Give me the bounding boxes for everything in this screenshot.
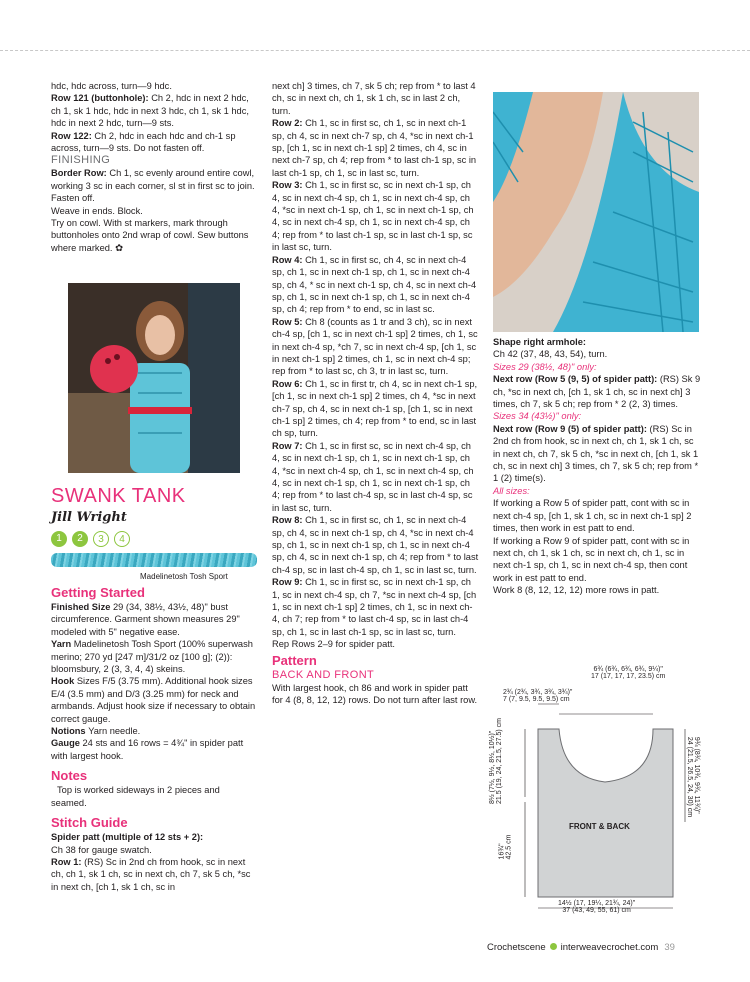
getting-started-para: Yarn Madelinetosh Tosh Sport (100% superwash merino; 270 yd [247 m]/31/2 oz [100 g]; (2)): bloomsbury, 2 (3, 3, 4, 4) skeins. bbox=[51, 639, 253, 675]
column-2 bbox=[272, 80, 480, 707]
notes-heading: Notes bbox=[51, 768, 88, 784]
column-1 bbox=[51, 80, 257, 254]
dim-armhole: 8½ (7½, 9½, 8½, 10½)" 21.5 (19, 24, 21.5, 27.5) cm bbox=[489, 718, 503, 804]
getting-started-para: Gauge 24 sts and 16 rows = 4¾" in spider patt with largest hook. bbox=[51, 738, 244, 761]
page-number: 39 bbox=[664, 942, 675, 953]
col2-para: Row 7: Ch 1, sc in first sc, sc in next ch-4 sp, ch 4, sc in next ch-1 sp, ch 1, sc in next ch-1 sp, ch 4, *sc in next ch-4 sp, ch 1, sc in next ch-4 sp, ch 4, sc in next ch-1 sp, ch 1, sc in next ch-1 sp, ch 4; rep from * to last ch-4 sp, sc in last ch-4 sp, sc in last sc, turn. bbox=[272, 440, 474, 513]
col2-para: Row 4: Ch 1, sc in first sc, ch 4, sc in next ch-4 sp, ch 1, sc in next ch-1 sp, ch 1, sc in next ch-4 sp, ch 4, * sc in next ch-1 sp, ch 4, sc in next ch-4 sp, ch 1, sc in next ch-1 sp, ch 1, sc in next ch-4 sp, ch 4; rep from * to end, sc in last sc. bbox=[272, 254, 477, 315]
column-3 bbox=[493, 336, 701, 597]
finishing-para: Weave in ends. Block. bbox=[51, 205, 143, 216]
col3-para: If working a Row 5 of spider patt, cont with sc in next ch-4 sp, [ch 1, sk 1 ch, sc in next ch-1 sp] 2 times, then work in est patt to end. bbox=[493, 498, 692, 534]
dim-strap: 2¾ (2¾, 3¾, 3¾, 3¾)" 7 (7, 9.5, 9.5, 9.5) cm bbox=[503, 689, 573, 703]
skill-level-2: 2 bbox=[72, 531, 88, 547]
col1-top-para: Row 121 (buttonhole): Ch 2, hdc in next 2 hdc, ch 1, sk 1 hdc, hdc in next 3 hdc, ch 1, sk 1 hdc, hdc in next 2 hdc, turn—9 sts. bbox=[51, 93, 249, 129]
dim-lower-side: 16¾" 42.5 cm bbox=[498, 834, 513, 860]
top-border bbox=[0, 50, 750, 51]
closeup-photo bbox=[493, 92, 699, 332]
stitch-guide-para: Spider patt (multiple of 12 sts + 2): bbox=[51, 832, 204, 843]
stitch-guide-text bbox=[51, 831, 257, 893]
getting-started-para: Hook Sizes F/5 (3.75 mm). Additional hook sizes E/4 (3.5 mm) and D/3 (3.25 mm) for neck and armbands. Adjust hook size if necessary to obtain correct gauge. bbox=[51, 676, 256, 724]
finishing-para: Border Row: Ch 1, sc evenly around entire cowl, working 3 sc in each corner, sl st in first sc to join. Fasten off. bbox=[51, 168, 255, 204]
row-instructions bbox=[272, 80, 480, 651]
skill-level-3: 3 bbox=[93, 531, 109, 547]
back-front-text: With largest hook, ch 86 and work in spider patt for 4 (8, 8, 12, 12) rows. Do not turn after last row. bbox=[272, 682, 478, 706]
designer-name: Jill Wright bbox=[51, 510, 127, 525]
col2-para: Rep Rows 2–9 for spider patt. bbox=[272, 639, 395, 650]
col2-para: next ch] 3 times, ch 7, sk 5 ch; rep from * to last 4 ch, sc in next ch, ch 1, sk 1 ch, sc in last 2 ch, turn. bbox=[272, 81, 476, 116]
col3-para: Shape right armhole: bbox=[493, 337, 586, 347]
col3-para: All sizes: bbox=[493, 485, 530, 496]
col3-para: Sizes 34 (43½)" only: bbox=[493, 411, 582, 422]
pattern-heading: Pattern bbox=[272, 652, 317, 668]
armhole-instructions bbox=[493, 336, 701, 597]
skill-levels bbox=[51, 531, 130, 547]
getting-started-para: Notions Yarn needle. bbox=[51, 726, 141, 737]
footer-site: interweavecrochet.com bbox=[560, 942, 659, 953]
page-footer bbox=[487, 942, 675, 953]
stitch-guide-heading: Stitch Guide bbox=[51, 815, 128, 831]
col2-para: Row 2: Ch 1, sc in first sc, ch 1, sc in next ch-1 sp, ch 4, sc in next ch-7 sp, ch 4, *sc in next ch-1 sp, [ch 1, sc in next ch-1 sp] 2 times, ch 4, sc in next ch-7 sp, ch 4; rep from * to last ch-1 sp, sc in last ch-1 sp, ch 1, sc in last sc, turn. bbox=[272, 118, 477, 178]
dim-right-side: 9¾ (8¾, 10¾, 9¾, 11¾)" 24 (21.5, 26.5, 24, 30) cm bbox=[686, 736, 701, 818]
col2-para: Row 5: Ch 8 (counts as 1 tr and 3 ch), sc in next ch-4 sp, [ch 1, sc in next ch-1 sp] 2 times, ch 1, sc in next ch-4 sp, *ch 7, sc in next ch-4 sp, [ch 1, sc in next ch-1 sp] 2 times, ch 1, sc in next ch-4 sp; rep from * to last sc, ch 3, tr in last sc, turn. bbox=[272, 316, 478, 377]
col2-para: Row 3: Ch 1, sc in first sc, sc in next ch-1 sp, ch 4, sc in next ch-4 sp, ch 1, sc in next ch-4 sp, ch 4, *sc in next ch-1 sp, ch 1, sc in next ch-1 sp, ch 4, sc in next ch-4 sp, ch 1, sc in next ch-4 sp, ch 4; rep from * to last ch-1 sp, sc in last ch-1 sp, sc in last sc, turn. bbox=[272, 180, 474, 253]
col1-top-para: hdc, hdc across, turn—9 hdc. bbox=[51, 81, 172, 91]
back-front-heading: BACK AND FRONT bbox=[272, 668, 375, 681]
dim-bottom: 14½ (17, 19¼, 21¾, 24)" 37 (43, 49, 55, 61) cm bbox=[558, 900, 636, 914]
col2-para: Row 6: Ch 1, sc in first tr, ch 4, sc in next ch-1 sp, [ch 1, sc in next ch-1 sp] 2 times, ch 4, *sc in next ch-7 sp, ch 4, sc in next ch-1 sp, [ch 1, sc in next ch-1 sp] 2 times, ch 4; rep from * to end, sc in last ch sp, turn. bbox=[272, 378, 478, 439]
col3-para: Sizes 29 (38½, 48)" only: bbox=[493, 361, 597, 372]
getting-started-para: Finished Size 29 (34, 38½, 43½, 48)" bust circumference. Garment shown measures 29" modeled with 5" negative ease. bbox=[51, 602, 240, 637]
footer-brand: Crochetscene bbox=[487, 942, 546, 953]
dim-top-width: 6¾ (6¾, 6¾, 6¾, 9¼)" 17 (17, 17, 17, 23.5) cm bbox=[591, 666, 666, 680]
getting-started-heading: Getting Started bbox=[51, 585, 145, 600]
schematic-diagram bbox=[489, 662, 703, 922]
col3-para: Next row (Row 9 (5) of spider patt): (RS) Sc in 2nd ch from hook, sc in next ch, ch 1, sk 1 ch, sc in next ch, ch 7, sk 5 ch, *sc in next ch, [ch 1, sk 1 ch, sc in next ch] 3 times, ch 7, sk 5 ch; rep from * 1 (2) time(s). bbox=[493, 423, 699, 484]
instructions-continued bbox=[51, 80, 257, 154]
getting-started-text bbox=[51, 601, 257, 762]
col1-top-para: Row 122: Ch 2, hdc in each hdc and ch-1 sp across, turn—9 sts. Do not fasten off. bbox=[51, 130, 236, 154]
stitch-guide-para: Ch 38 for gauge swatch. bbox=[51, 844, 152, 855]
skill-level-1: 1 bbox=[51, 531, 67, 547]
yarn-label: Madelinetosh Tosh Sport bbox=[140, 572, 228, 581]
finishing-para: Try on cowl. With st markers, mark through buttonholes onto 2nd wrap of cowl. Sew buttons where marked. ✿ bbox=[51, 218, 249, 253]
col3-para: Ch 42 (37, 48, 43, 54), turn. bbox=[493, 349, 608, 360]
diagram-label: FRONT & BACK bbox=[569, 822, 630, 831]
col3-para: Work 8 (8, 12, 12, 12) more rows in patt. bbox=[493, 585, 660, 596]
col2-para: Row 8: Ch 1, sc in first sc, ch 1, sc in next ch-4 sp, ch 4, sc in next ch-1 sp, ch 4, *sc in next ch-4 sp, ch 1, sc in next ch-1 sp, ch 1, sc in next ch-4 sp, ch 4, sc in next ch-1 sp, ch 4; rep from * to last ch-4 sp, sc in last ch-4 sp, ch 1, sc in last sc, turn. bbox=[272, 515, 479, 575]
col3-para: If working a Row 9 of spider patt, cont with sc in next ch, ch 1, sk 1 ch, sc in next ch, ch 1, sc in next ch-1 sp, ch 1, sc in next ch-4 sp, then cont work in est patt to end. bbox=[493, 535, 690, 583]
col2-para: Row 9: Ch 1, sc in first sc, sc in next ch-1 sp, ch 1, sc in next ch-4 sp, ch 7, *sc in next ch-4 sp, [ch 1, sc in next ch-1 sp] 2 times, ch 1, sc in next ch-4, ch 7; rep from * to last ch-4 sp, sc in last ch-4 sp, ch 1, sc in last ch-1 sp, sc in last sc, turn. bbox=[272, 577, 477, 637]
finishing-text bbox=[51, 167, 257, 254]
notes-text: Top is worked sideways in 2 pieces and seamed. bbox=[51, 785, 220, 808]
column-1-lower bbox=[51, 585, 257, 893]
col3-para: Next row (Row 5 (9, 5) of spider patt): (RS) Sk 9 ch, *sc in next ch, [ch 1, sk 1 ch, sc in next ch] 3 times, ch 7, sk 5 ch; rep from * 2 (2, 3) times. bbox=[493, 374, 701, 410]
stitch-guide-para: Row 1: (RS) Sc in 2nd ch from hook, sc in next ch, ch 1, sk 1 ch, sc in next ch, ch 7, sk 5 ch, *sc in next ch, [ch 1, sk 1 ch, sc in bbox=[51, 856, 251, 892]
model-photo bbox=[68, 283, 240, 473]
skill-level-4: 4 bbox=[114, 531, 130, 547]
yarn-swatch-image bbox=[51, 553, 257, 567]
pattern-title: SWANK TANK bbox=[51, 485, 186, 507]
finishing-heading: FINISHING bbox=[51, 154, 111, 167]
footer-dot bbox=[550, 943, 557, 950]
